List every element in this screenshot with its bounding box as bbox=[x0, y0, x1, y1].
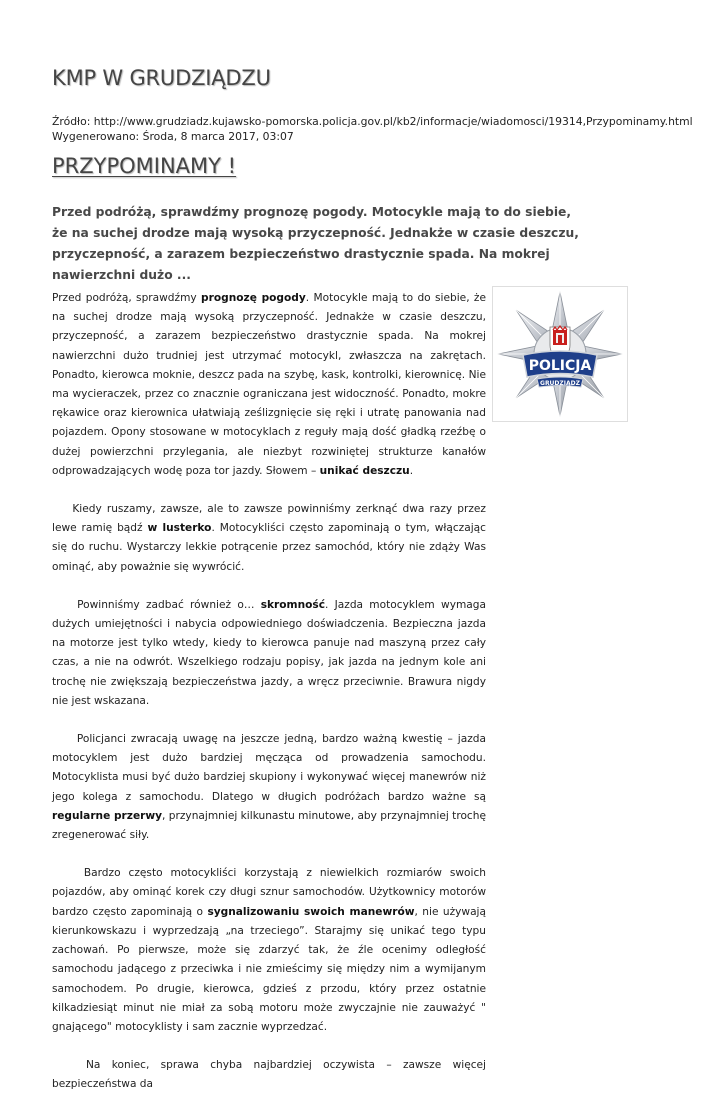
paragraph-final bbox=[52, 1056, 486, 1094]
paragraph-modesty bbox=[52, 596, 486, 711]
text-run: . Motocykle mają to do siebie, że na suchej drodze mają wysoką przyczepność. Jednakże w czasie deszczu, przyczepność, a zarazem bezpieczeństwo drastycznie spada. Na mokrej nawierzchni dużo trudniej jest utrzymać motocykl, zwłaszcza na zakrętach. Ponadto, kierowca moknie, deszcz pada na szybę, kask, kontrolki, kierownicę. Nie ma wycieraczek, przez co znacznie ograniczana jest widoczność. Ponadto, mokre rękawice oraz kierownica ułatwiają ześlizgnięcie się ręki i utratę panowania nad pojazdem. Opony stosowane w motocyklach z reguły mają dość gładką rzeźbę o dużej powierzchni przylegania, ale niezbyt rozwiniętej strukturze kanałów odprowadzających wodę poza tor jazdy. Słowem – bbox=[52, 292, 487, 477]
generated-line: Wygenerowano: Środa, 8 marca 2017, 03:07 bbox=[52, 130, 294, 143]
text-run: Bardzo często motocykliści korzystają z niewielkich rozmiarów swoich pojazdów, aby ominąć korek czy długi sznur samochodów. Użytkownicy motorów bardzo często zapominają o bbox=[52, 867, 486, 918]
text-run: , nie używają kierunkowskazu i wyprzedzają „na trzeciego”. Starajmy się unikać tego typu zachowań. Po pierwsze, może się zdarzyć tak, że źle ocenimy odległość samochodu jadącego z przeciwka i nie zmieścimy się między nim a wymijanym samochodem. Po drugie, kierowca, gdzieś z przodu, który przez ostatnie kilkadziesiąt minut nie miał za sobą motoru może zwyczajnie nie zauważyć " gnającego" motocyklisty i sam zacznie wyprzedzać. bbox=[52, 905, 486, 1033]
source-line: Źródło: http://www.grudziadz.kujawsko-pomorska.policja.gov.pl/kb2/informacje/wiadomosci/19314,Przypominamy.html bbox=[52, 115, 693, 128]
paragraph-signaling bbox=[52, 864, 486, 1037]
text-run: . bbox=[409, 464, 414, 477]
logo-city-text: GRUDZIĄDZ bbox=[540, 380, 580, 387]
bold-phrase: regularne przerwy bbox=[52, 809, 163, 822]
text-run: . Motocykliści często zapominają o tym, włączając się do ruchu. Wystarczy lekkie potrącenie przez samochód, który nie zdąży Was ominąć, aby poważnie się wywrócić. bbox=[52, 522, 486, 573]
police-star-icon bbox=[493, 287, 627, 421]
text-run: , przynajmniej kilkunastu minutowe, aby przynajmniej trochę zregenerować siły. bbox=[52, 809, 486, 842]
text-run: Powinniśmy zadbać również o… bbox=[77, 598, 261, 611]
text-run: Na koniec, sprawa chyba najbardziej oczywista – zawsze więcej bezpieczeństwa da bbox=[52, 1059, 486, 1091]
bold-phrase: unikać deszczu bbox=[319, 464, 410, 477]
site-title: KMP W GRUDZIĄDZU bbox=[52, 66, 271, 90]
paragraph-breaks bbox=[52, 730, 486, 845]
article-title: PRZYPOMINAMY ! bbox=[52, 154, 237, 178]
bold-phrase: w lusterko bbox=[147, 522, 212, 535]
bold-phrase: sygnalizowaniu swoich manewrów bbox=[207, 905, 415, 918]
logo-badge-text: POLICJA bbox=[528, 358, 592, 374]
text-run: Kiedy ruszamy, zawsze, ale to zawsze powinniśmy zerknąć dwa razy przez lewe ramię bądź bbox=[52, 503, 486, 535]
paragraph-weather bbox=[52, 289, 486, 481]
paragraph-mirror bbox=[52, 500, 486, 577]
document-meta bbox=[52, 114, 712, 144]
bold-phrase: skromność bbox=[260, 598, 325, 611]
text-run: . Jazda motocyklem wymaga dużych umiejętności i nabycia odpowiedniego doświadczenia. Bezpieczna jazda na motorze jest tylko wtedy, kiedy to kierowca panuje nad maszyną przez cały czas, a nie na odwrót. Wszelkiego rodzaju popisy, jak jazda na jednym kole ani trochę nie zwiększają bezpieczeństwa jazdy, a wręcz przeciwnie. Brawura nigdy nie jest wskazana. bbox=[52, 598, 486, 707]
text-run: Przed podróżą, sprawdźmy bbox=[52, 292, 202, 304]
article-lead: Przed podróżą, sprawdźmy prognozę pogody. Motocykle mają to do siebie, że na suchej drodze mają wysoką przyczepność. Jednakże w czasie deszczu, przyczepność, a zarazem bezpieczeństwo drastycznie spada. Na mokrej nawierzchni dużo ... bbox=[52, 205, 579, 282]
article-body bbox=[52, 289, 486, 1095]
text-run: Policjanci zwracają uwagę na jeszcze jedną, bardzo ważną kwestię – jazda motocyklem jest dużo bardziej męcząca od prowadzenia samochodu. Motocyklista musi być dużo bardziej skupiony i wykonywać więcej manewrów niż jego kolega z samochodu. Dlatego w długich podróżach bardzo ważne są bbox=[52, 733, 486, 803]
bold-phrase: prognozę pogody bbox=[201, 292, 306, 304]
police-logo bbox=[492, 286, 628, 422]
